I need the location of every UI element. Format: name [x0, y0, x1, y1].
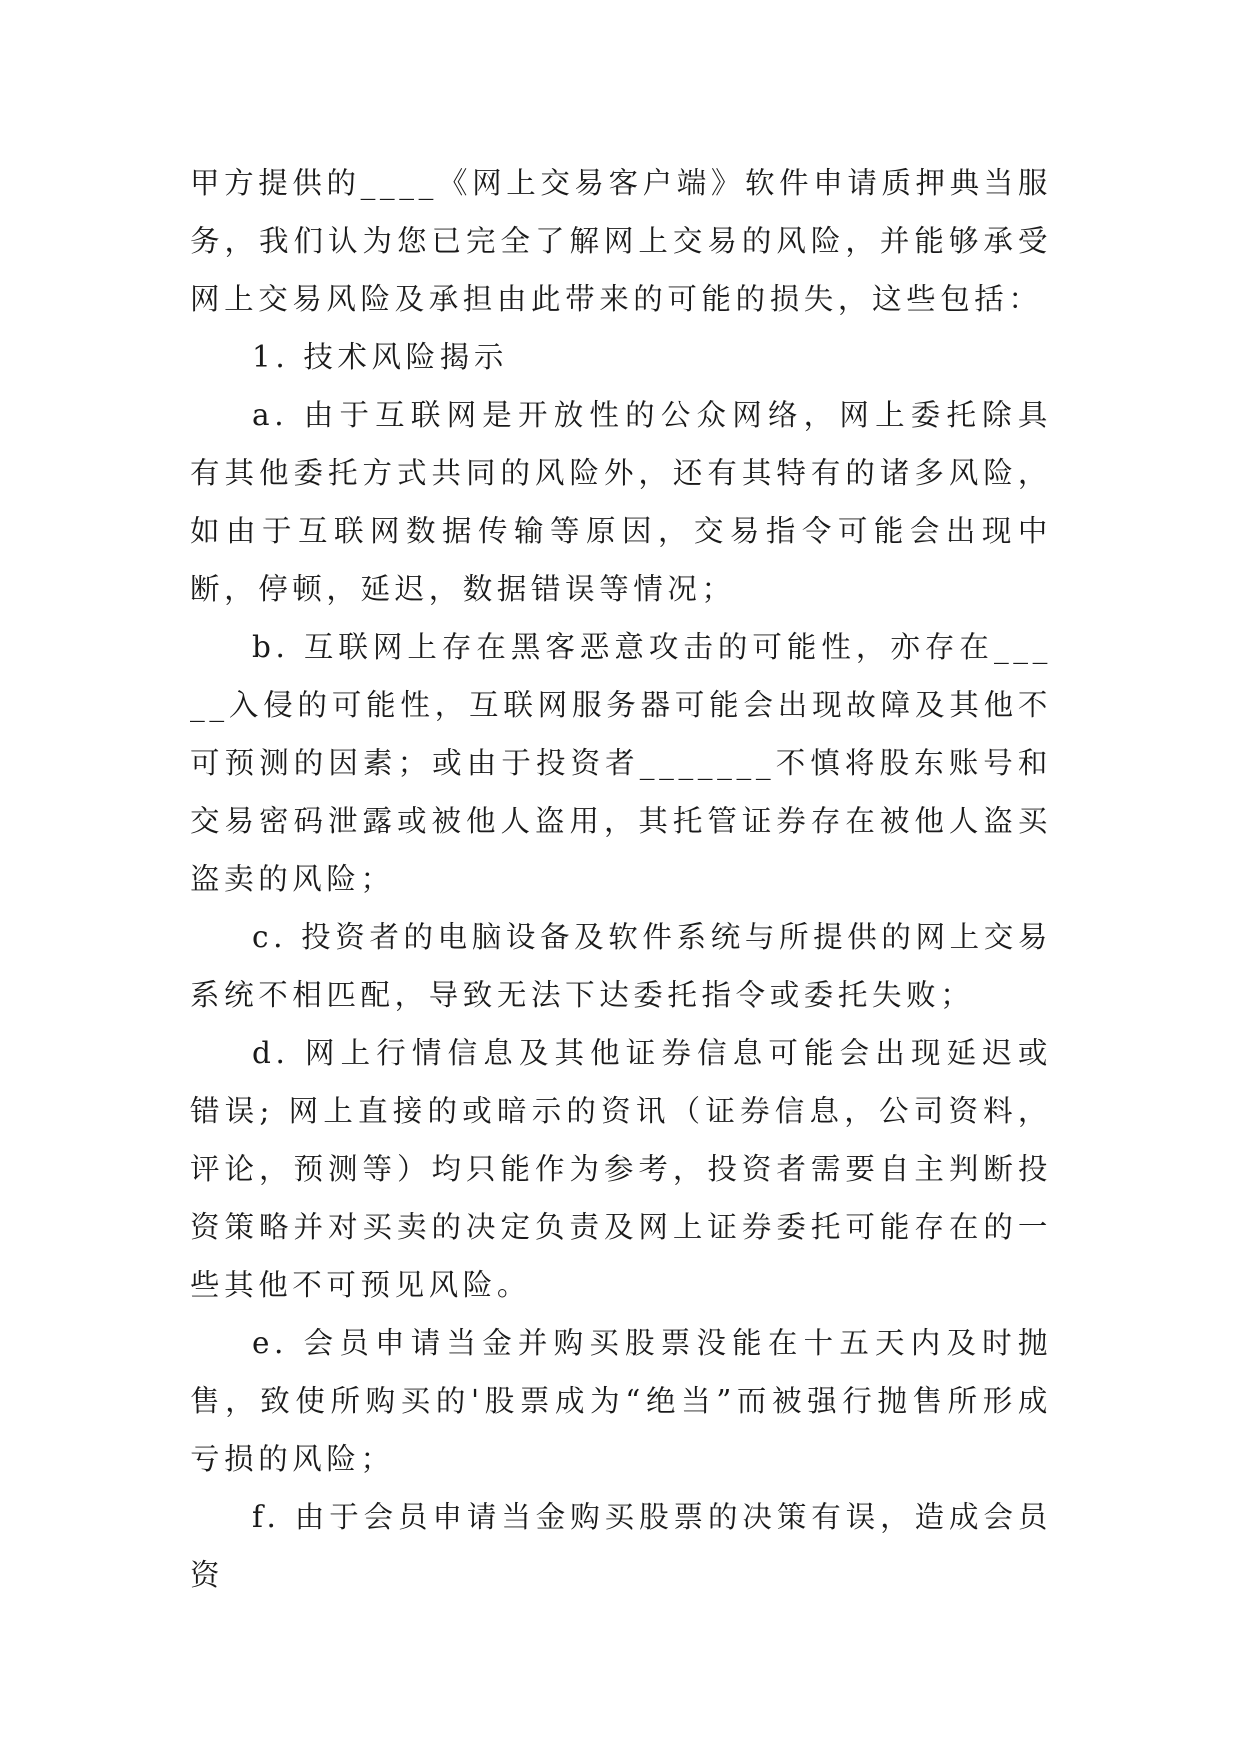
risk-item-a: a. 由于互联网是开放性的公众网络，网上委托除具有其他委托方式共同的风险外，还有其特有的诸多风险，如由于互联网数据传输等原因，交易指令可能会出现中断，停顿，延迟，数据错误等情况；	[190, 398, 1052, 606]
risk-item-f: f. 由于会员申请当金购买股票的决策有误，造成会员资	[190, 1500, 1052, 1592]
document-body	[190, 154, 1052, 1604]
risk-item-d: d. 网上行情信息及其他证券信息可能会出现延迟或错误; 网上直接的或暗示的资讯（证券信息，公司资料，评论，预测等）均只能作为参考，投资者需要自主判断投资策略并对买卖的决定负责及网上证券委托可能存在的一些其他不可预见风险。	[190, 1036, 1052, 1302]
intro-paragraph: 甲方提供的____《网上交易客户端》软件申请质押典当服务，我们认为您已完全了解网上交易的风险，并能够承受网上交易风险及承担由此带来的可能的损失，这些包括：	[190, 166, 1052, 316]
risk-item-b: b. 互联网上存在黑客恶意攻击的可能性，亦存在_____入侵的可能性，互联网服务器可能会出现故障及其他不可预测的因素；或由于投资者_______不慎将股东账号和交易密码泄露或被他人盗用，其托管证券存在被他人盗买盗卖的风险；	[190, 630, 1052, 896]
section-heading-technical-risk: 1. 技术风险揭示	[252, 340, 508, 374]
risk-item-c: c. 投资者的电脑设备及软件系统与所提供的网上交易系统不相匹配，导致无法下达委托指令或委托失败；	[190, 920, 1052, 1012]
risk-item-e: e. 会员申请当金并购买股票没能在十五天内及时抛售，致使所购买的'股票成为“绝当”而被强行抛售所形成亏损的风险；	[190, 1326, 1052, 1476]
